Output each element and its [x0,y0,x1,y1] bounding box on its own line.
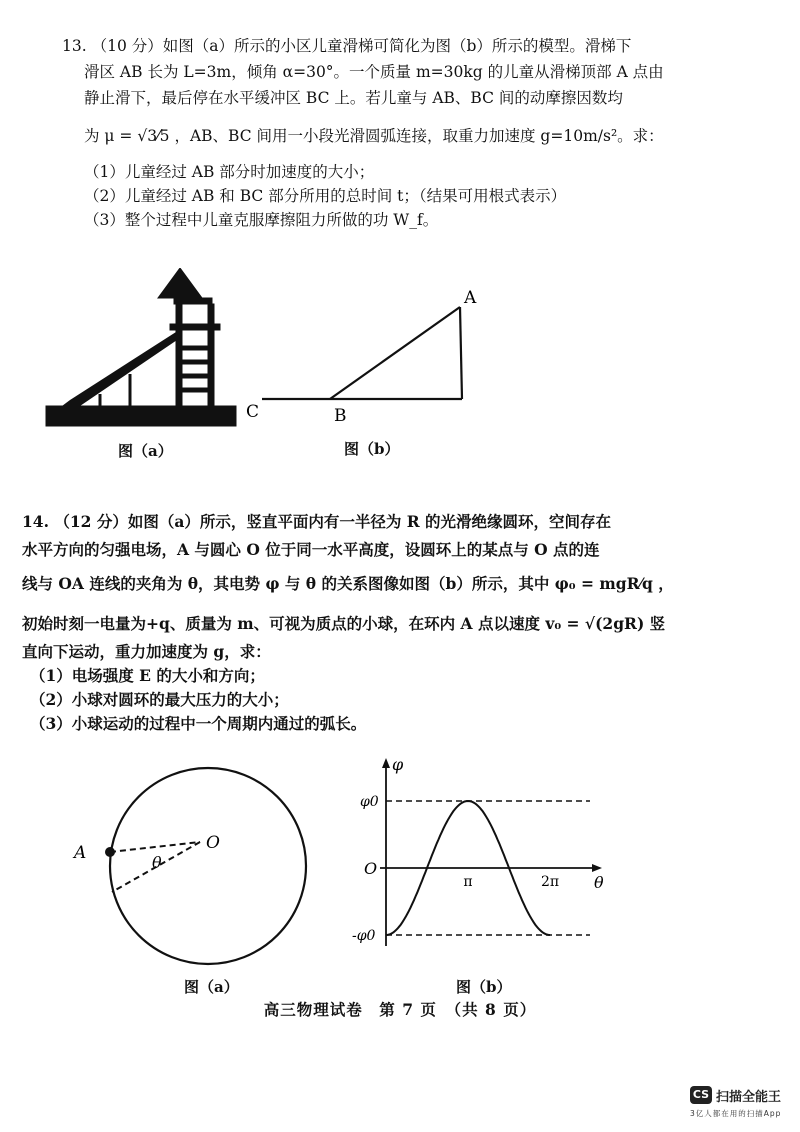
q13-line-4: 为 μ = √3⁄5 ，AB、BC 间用一小段光滑圆弧连接，取重力加速度 g=10m/s²。求： [84,127,664,145]
potential-chart [350,756,620,956]
q14-line-4: 初始时刻一电量为+q、质量为 m、可视为质点的小球，在环内 A 点以速度 v₀ = √(2gR) 竖 [22,614,666,633]
y-tick-neg-phi0: -φ0 [352,928,376,944]
label-a: A [74,843,87,863]
q14-line-5: 直向下运动，重力加速度为 g，求： [22,642,271,661]
q13-fig-a-caption: 图（a） [118,442,173,460]
q14-item-3: （3）小球运动的过程中一个周期内通过的弧长。 [30,714,367,733]
q14-fig-b-caption: 图（b） [456,978,512,996]
y-axis-label: φ [392,756,404,774]
scanner-watermark [690,1086,800,1132]
page-footer: 高三物理试卷 第 7 页 （共 8 页） [263,1000,537,1019]
q13-item-2: （2）儿童经过 AB 和 BC 部分所用的总时间 t；（结果可用根式表示） [84,187,567,205]
q13-fig-b-caption: 图（b） [344,440,400,458]
label-o: O [206,833,220,853]
ring-circle [110,768,306,964]
label-theta: θ [152,853,162,872]
q13-line-1: 13. （10 分）如图（a）所示的小区儿童滑梯可简化为图（b）所示的模型。滑梯下 [62,37,632,55]
x-tick-pi: π [463,874,473,890]
q13-line-2: 滑区 AB 长为 L=3m，倾角 α=30°。一个质量 m=30kg 的儿童从滑梯顶部 A 点由 [84,63,664,81]
label-a: A [464,288,477,308]
label-b: B [334,406,347,425]
y-tick-phi0: φ0 [360,794,379,810]
q13-item-3: （3）整个过程中儿童克服摩擦阻力所做的功 W_f。 [84,211,439,229]
q14-line-2: 水平方向的匀强电场，A 与圆心 O 位于同一水平高度，设圆环上的某点与 O 点的连 [22,540,600,559]
q13-line-3: 静止滑下，最后停在水平缓冲区 BC 上。若儿童与 AB、BC 间的动摩擦因数均 [84,89,623,107]
incline-ab [330,307,460,399]
q14-item-1: （1）电场强度 E 的大小和方向； [30,666,265,685]
ring-diagram [60,762,320,972]
vertical-side [460,307,462,399]
x-tick-2pi: 2π [540,874,560,890]
scanner-logo-icon: CS [690,1086,712,1104]
y-axis-arrow [382,758,390,768]
scanner-subtitle: 3亿人都在用的扫描App [690,1109,782,1118]
slide-model-diagram [240,285,500,425]
slide-illustration [40,268,240,433]
scanner-title: 扫描全能王 [716,1090,782,1105]
x-axis-arrow [592,864,602,872]
origin-label: O [364,859,378,878]
q14-line-1: 14. （12 分）如图（a）所示，竖直平面内有一半径为 R 的光滑绝缘圆环，空间存在 [22,512,612,531]
q13-item-1: （1）儿童经过 AB 部分时加速度的大小； [84,163,375,181]
q14-fig-a-caption: 图（a） [184,978,239,996]
q14-line-3: 线与 OA 连线的夹角为 θ，其电势 φ 与 θ 的关系图像如图（b）所示，其中 φ₀ = mgR⁄q ， [22,574,674,593]
q14-item-2: （2）小球对圆环的最大压力的大小； [30,690,289,709]
x-axis-label: θ [594,873,604,892]
label-c: C [246,402,260,422]
